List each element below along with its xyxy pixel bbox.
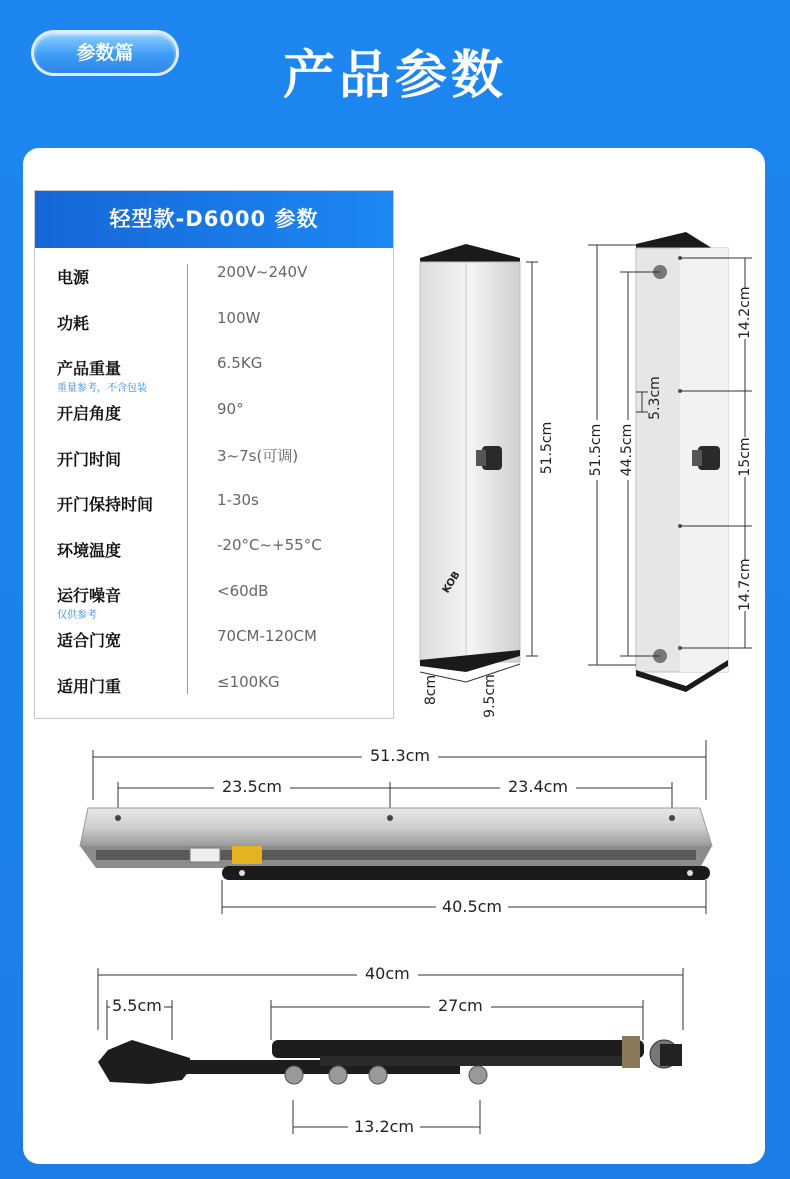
spec-label-consumption: 功耗 [57,314,90,333]
page-title: 产品参数 [282,46,507,106]
spec-label-temperature: 环境温度 [57,541,122,560]
spec-label-door-weight: 适用门重 [57,677,122,696]
section-badge: 参数篇 [34,33,176,73]
arm-view-device [98,1036,682,1084]
spec-note-noise: 仅供参考 [57,610,97,621]
brand-logo: KOB [440,569,463,596]
top-length-label: 51.3cm [362,746,438,765]
spec-value-consumption: 100W [217,309,261,327]
back-view-device [636,232,728,692]
arm-length-label: 40.5cm [436,897,508,916]
spec-value-temperature: -20°C~+55°C [217,536,322,554]
spec-value-hold-time: 1-30s [217,491,259,509]
spec-label-angle: 开启角度 [57,404,122,423]
spec-label-power: 电源 [57,268,90,287]
spec-label-door-width: 适合门宽 [57,631,122,650]
spec-value-door-width: 70CM-120CM [217,627,317,645]
back-slot-label: 5.3cm [647,376,663,420]
back-holes-label: 44.5cm [619,420,635,480]
front-width-label: 9.5cm [482,674,498,718]
spec-table-title: 轻型款-D6000 参数 [35,191,393,248]
spec-value-power: 200V~240V [217,263,308,281]
arm-total-label: 40cm [357,964,418,983]
front-height-label: 51.5cm [539,421,555,475]
top-hole-left-label: 23.5cm [214,777,290,796]
top-hole-right-label: 23.4cm [500,777,576,796]
roller-span-label: 13.2cm [348,1117,420,1136]
arm-offset-label: 5.5cm [112,996,162,1015]
spec-value-noise: <60dB [217,582,269,600]
spec-label-weight: 产品重量 [57,359,122,378]
spec-value-weight: 6.5KG [217,354,263,372]
front-depth-label: 8cm [423,674,439,706]
spec-value-open-time: 3~7s(可调) [217,447,299,465]
spec-label-noise: 运行噪音 [57,586,122,605]
spec-note-weight: 重量参考，不含包装 [57,383,147,394]
spec-value-angle: 90° [217,400,244,418]
arm-rail-label: 27cm [430,996,491,1015]
back-height-label: 51.5cm [588,420,604,480]
spec-label-open-time: 开门时间 [57,450,122,469]
back-top-gap-label: 14.2cm [737,286,753,339]
back-mid-gap-label: 15cm [737,437,753,477]
front-view-device [420,244,520,672]
top-view-device [80,808,712,880]
spec-value-door-weight: ≤100KG [217,673,280,691]
spec-label-hold-time: 开门保持时间 [57,495,154,514]
back-bottom-gap-label: 14.7cm [737,558,753,611]
